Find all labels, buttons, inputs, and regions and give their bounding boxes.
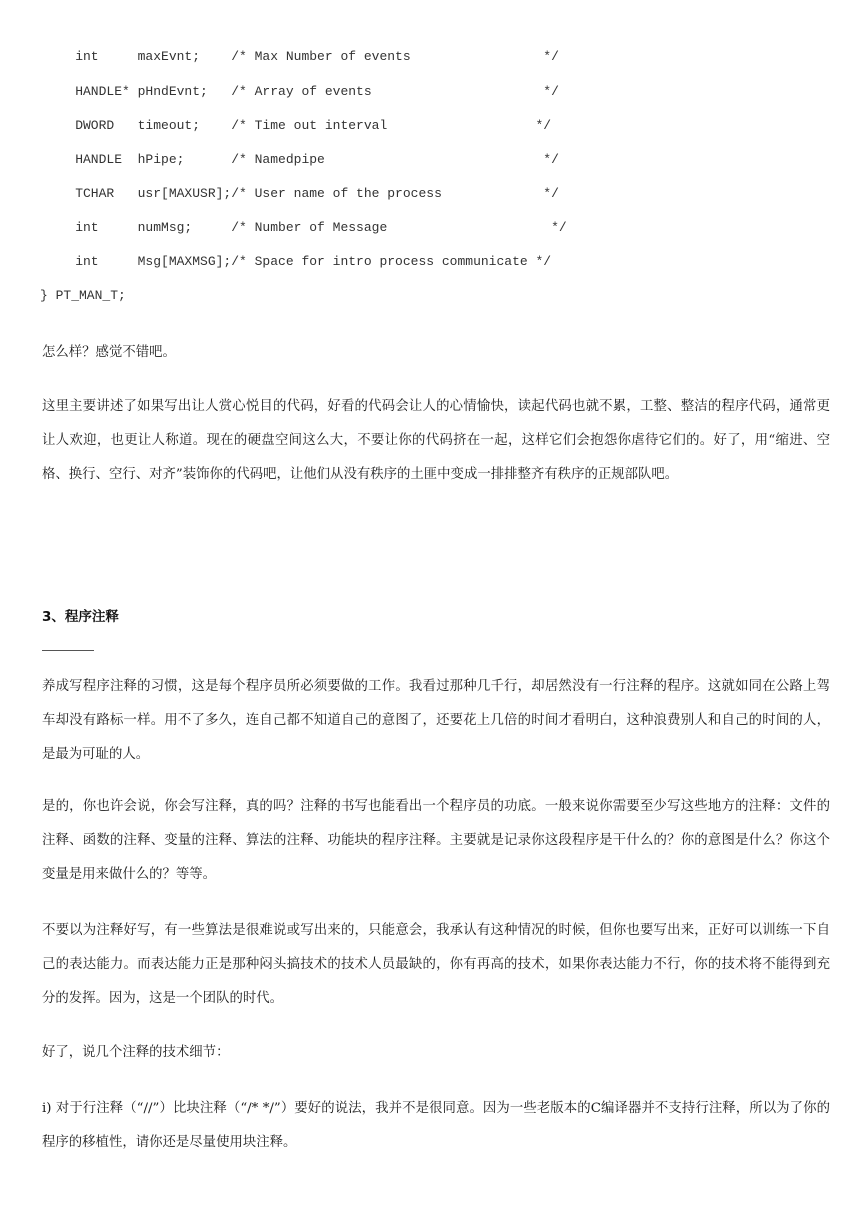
code-line: HANDLE* pHndEvnt; /* Array of events */ xyxy=(44,84,559,99)
paragraph-details-intro: 好了，说几个注释的技术细节： xyxy=(42,1045,230,1060)
code-line: int maxEvnt; /* Max Number of events */ xyxy=(44,49,559,64)
code-line: int Msg[MAXMSG];/* Space for intro process communicate */ xyxy=(44,254,552,269)
code-line: HANDLE hPipe; /* Namedpipe */ xyxy=(44,152,559,167)
paragraph-detail-i: i) 对于行注释（“//”）比块注释（“/* */”）要好的说法，我并不是很同意。因为一些老版本的C编译器并不支持行注释，所以为了你的程序的移植性，请你还是尽量使用块注释。 xyxy=(42,1101,830,1150)
paragraph-summary: 这里主要讲述了如果写出让人赏心悦目的代码，好看的代码会让人的心情愉快，读起代码也就不累，工整、整洁的程序代码，通常更让人欢迎，也更让人称道。现在的硬盘空间这么大，不要让你的代码挤在一起，这样它们会抱怨你虐待它们的。好了，用“缩进、空格、换行、空行、对齐”装饰你的代码吧，让他们从没有秩序的土匪中变成一排排整齐有秩序的正规部队吧。 xyxy=(42,399,830,482)
code-line-closing: } PT_MAN_T; xyxy=(40,288,126,303)
paragraph-comment-habit: 养成写程序注释的习惯，这是每个程序员所必须要做的工作。我看过那种几千行，却居然没有一行注释的程序。这就如同在公路上驾车却没有路标一样。用不了多久，连自己都不知道自己的意图了，还要花上几倍的时间才看明白，这种浪费别人和自己的时间的人，是最为可耻的人。 xyxy=(42,679,830,762)
paragraph-comment-places: 是的，你也许会说，你会写注释，真的吗？注释的书写也能看出一个程序员的功底。一般来说你需要至少写这些地方的注释：文件的注释、函数的注释、变量的注释、算法的注释、功能块的程序注释。主要就是记录你这段程序是干什么的？你的意图是什么？你这个变量是用来做什么的？等等。 xyxy=(42,799,830,882)
code-line: TCHAR usr[MAXUSR];/* User name of the process */ xyxy=(44,186,559,201)
section-heading: 3、程序注释 xyxy=(42,609,119,625)
paragraph-comment-expression: 不要以为注释好写，有一些算法是很难说或写出来的，只能意会，我承认有这种情况的时候，但你也要写出来，正好可以训练一下自己的表达能力。而表达能力正是那种闷头搞技术的技术人员最缺的，你有再高的技术，如果你表达能力不行，你的技术将不能得到充分的发挥。因为，这是一个团队的时代。 xyxy=(42,923,830,1006)
code-line: DWORD timeout; /* Time out interval */ xyxy=(44,118,552,133)
paragraph-summary-question: 怎么样？感觉不错吧。 xyxy=(42,345,176,360)
code-line: int numMsg; /* Number of Message */ xyxy=(44,220,567,235)
heading-underline xyxy=(42,650,94,651)
